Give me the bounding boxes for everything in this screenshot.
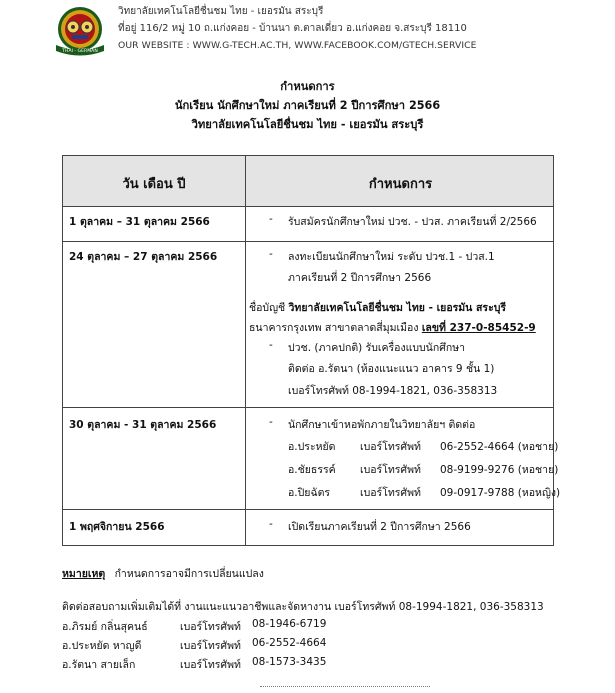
contact-phone: 06-2552-4664	[252, 637, 327, 649]
contact-name: อ.ภิรมย์ กลิ่นสุคนธ์	[62, 621, 148, 633]
college-website: OUR WEBSITE : WWW.G-TECH.AC.TH, WWW.FACEBOOK.COM/GTECH.SERVICE	[118, 40, 477, 51]
contact-label: เบอร์โทรศัพท์	[180, 659, 241, 671]
contact-phone: 08-9199-9276 (หอชาย)	[440, 464, 559, 476]
header-task: กำหนดการ	[368, 177, 433, 192]
table-header	[63, 156, 553, 206]
doc-subtitle: นักเรียน นักศึกษาใหม่ ภาคเรียนที่ 2 ปีการศึกษา 2566	[174, 99, 441, 112]
column-divider	[245, 156, 246, 545]
row-date: 1 พฤศจิกายน 2566	[69, 521, 165, 533]
college-address: ที่อยู่ 116/2 หมู่ 10 ถ.แก่งคอย - บ้านนา ต.ตาลเดี่ยว อ.แก่งคอย จ.สระบุรี 18110	[118, 23, 467, 34]
footer-contact	[62, 618, 392, 634]
letterhead-text	[118, 3, 608, 54]
row-divider	[63, 206, 553, 207]
contact-label: เบอร์โทรศัพท์	[180, 640, 241, 652]
contact-intro: ติดต่อสอบถามเพิ่มเติมได้ที่ งานแนะแนวอาชีพและจัดหางาน เบอร์โทรศัพท์ 08-1994-1821, 036-358313	[62, 601, 544, 613]
contact-label: เบอร์โทรศัพท์	[360, 487, 421, 499]
row-task: ลงทะเบียนนักศึกษาใหม่ ระดับ ปวช.1 - ปวส.1	[288, 251, 495, 263]
account-label: ชื่อบัญชี	[249, 302, 289, 314]
contact-name: อ.ประหยัด	[288, 441, 336, 453]
row-task-cont: ภาคเรียนที่ 2 ปีการศึกษา 2566	[288, 272, 432, 284]
bullet-dash: -	[269, 339, 273, 351]
account-number: เลขที่ 237-0-85452-9	[421, 322, 536, 334]
doc-title: กำหนดการ	[280, 80, 335, 93]
contact-name: อ.ปิยฉัตร	[288, 487, 331, 499]
contact-label: เบอร์โทรศัพท์	[180, 621, 241, 633]
remark-text: กำหนดการอาจมีการเปลี่ยนแปลง	[114, 568, 264, 580]
remark-label: หมายเหตุ	[62, 568, 106, 580]
contact-name: อ.รัตนา สายเล็ก	[62, 659, 136, 671]
uniform-phone: เบอร์โทรศัพท์ 08-1994-1821, 036-358313	[288, 385, 498, 397]
footer-contact	[62, 637, 392, 653]
contact-label: เบอร์โทรศัพท์	[360, 441, 421, 453]
bank-name: ธนาคารกรุงเทพ สาขาตลาดสี่มุมเมือง	[249, 322, 422, 334]
contact-label: เบอร์โทรศัพท์	[360, 464, 421, 476]
svg-text:THAI - GERMAN: THAI - GERMAN	[62, 49, 98, 54]
row-task: รับสมัครนักศึกษาใหม่ ปวช. - ปวส. ภาคเรียนที่ 2/2566	[288, 216, 537, 228]
contact-phone: 09-0917-9788 (หอหญิง)	[440, 487, 561, 499]
bullet-dash: -	[269, 416, 273, 428]
uniform-info: ปวช. (ภาคปกติ) รับเครื่องแบบนักศึกษา	[288, 342, 466, 354]
schedule-table	[62, 155, 561, 546]
uniform-contact: ติดต่อ อ.รัตนา (ห้องแนะแนว อาคาร 9 ชั้น 1)	[288, 363, 495, 375]
contact-phone: 06-2552-4664 (หอชาย)	[440, 441, 559, 453]
college-logo	[52, 5, 108, 57]
bullet-dash: -	[269, 248, 273, 260]
contact-name: อ.ประหยัด หาญดี	[62, 640, 142, 652]
row-divider	[63, 407, 553, 408]
row-divider	[63, 241, 553, 242]
bank-info	[249, 319, 536, 336]
row-date: 1 ตุลาคม – 31 ตุลาคม 2566	[69, 216, 210, 228]
doc-college: วิทยาลัยเทคโนโลยีชื่นชม ไทย - เยอรมัน สระบุรี	[191, 118, 424, 131]
row-date: 24 ตุลาคม – 27 ตุลาคม 2566	[69, 251, 218, 263]
contact-phone: 08-1573-3435	[252, 656, 327, 668]
bullet-dash: -	[269, 518, 273, 530]
account-name: วิทยาลัยเทคโนโลยีชื่นชม ไทย - เยอรมัน สระบุรี	[288, 302, 507, 314]
college-name: วิทยาลัยเทคโนโลยีชื่นชม ไทย - เยอรมัน สระบุรี	[118, 6, 324, 17]
bullet-dash: -	[269, 213, 273, 225]
contact-name: อ.ชัยธรรค์	[288, 464, 336, 476]
row-task: นักศึกษาเข้าหอพักภายในวิทยาลัยฯ ติดต่อ	[288, 419, 476, 431]
row-divider	[63, 509, 553, 510]
letterhead	[52, 3, 612, 59]
contact-phone: 08-1946-6719	[252, 618, 327, 630]
footer-contact	[62, 656, 392, 672]
dotted-divider	[260, 686, 430, 687]
bank-account	[249, 299, 506, 316]
row-date: 30 ตุลาคม - 31 ตุลาคม 2566	[69, 419, 217, 431]
remark	[62, 565, 264, 582]
header-date: วัน เดือน ปี	[122, 177, 186, 192]
row-task: เปิดเรียนภาคเรียนที่ 2 ปีการศึกษา 2566	[288, 521, 471, 533]
